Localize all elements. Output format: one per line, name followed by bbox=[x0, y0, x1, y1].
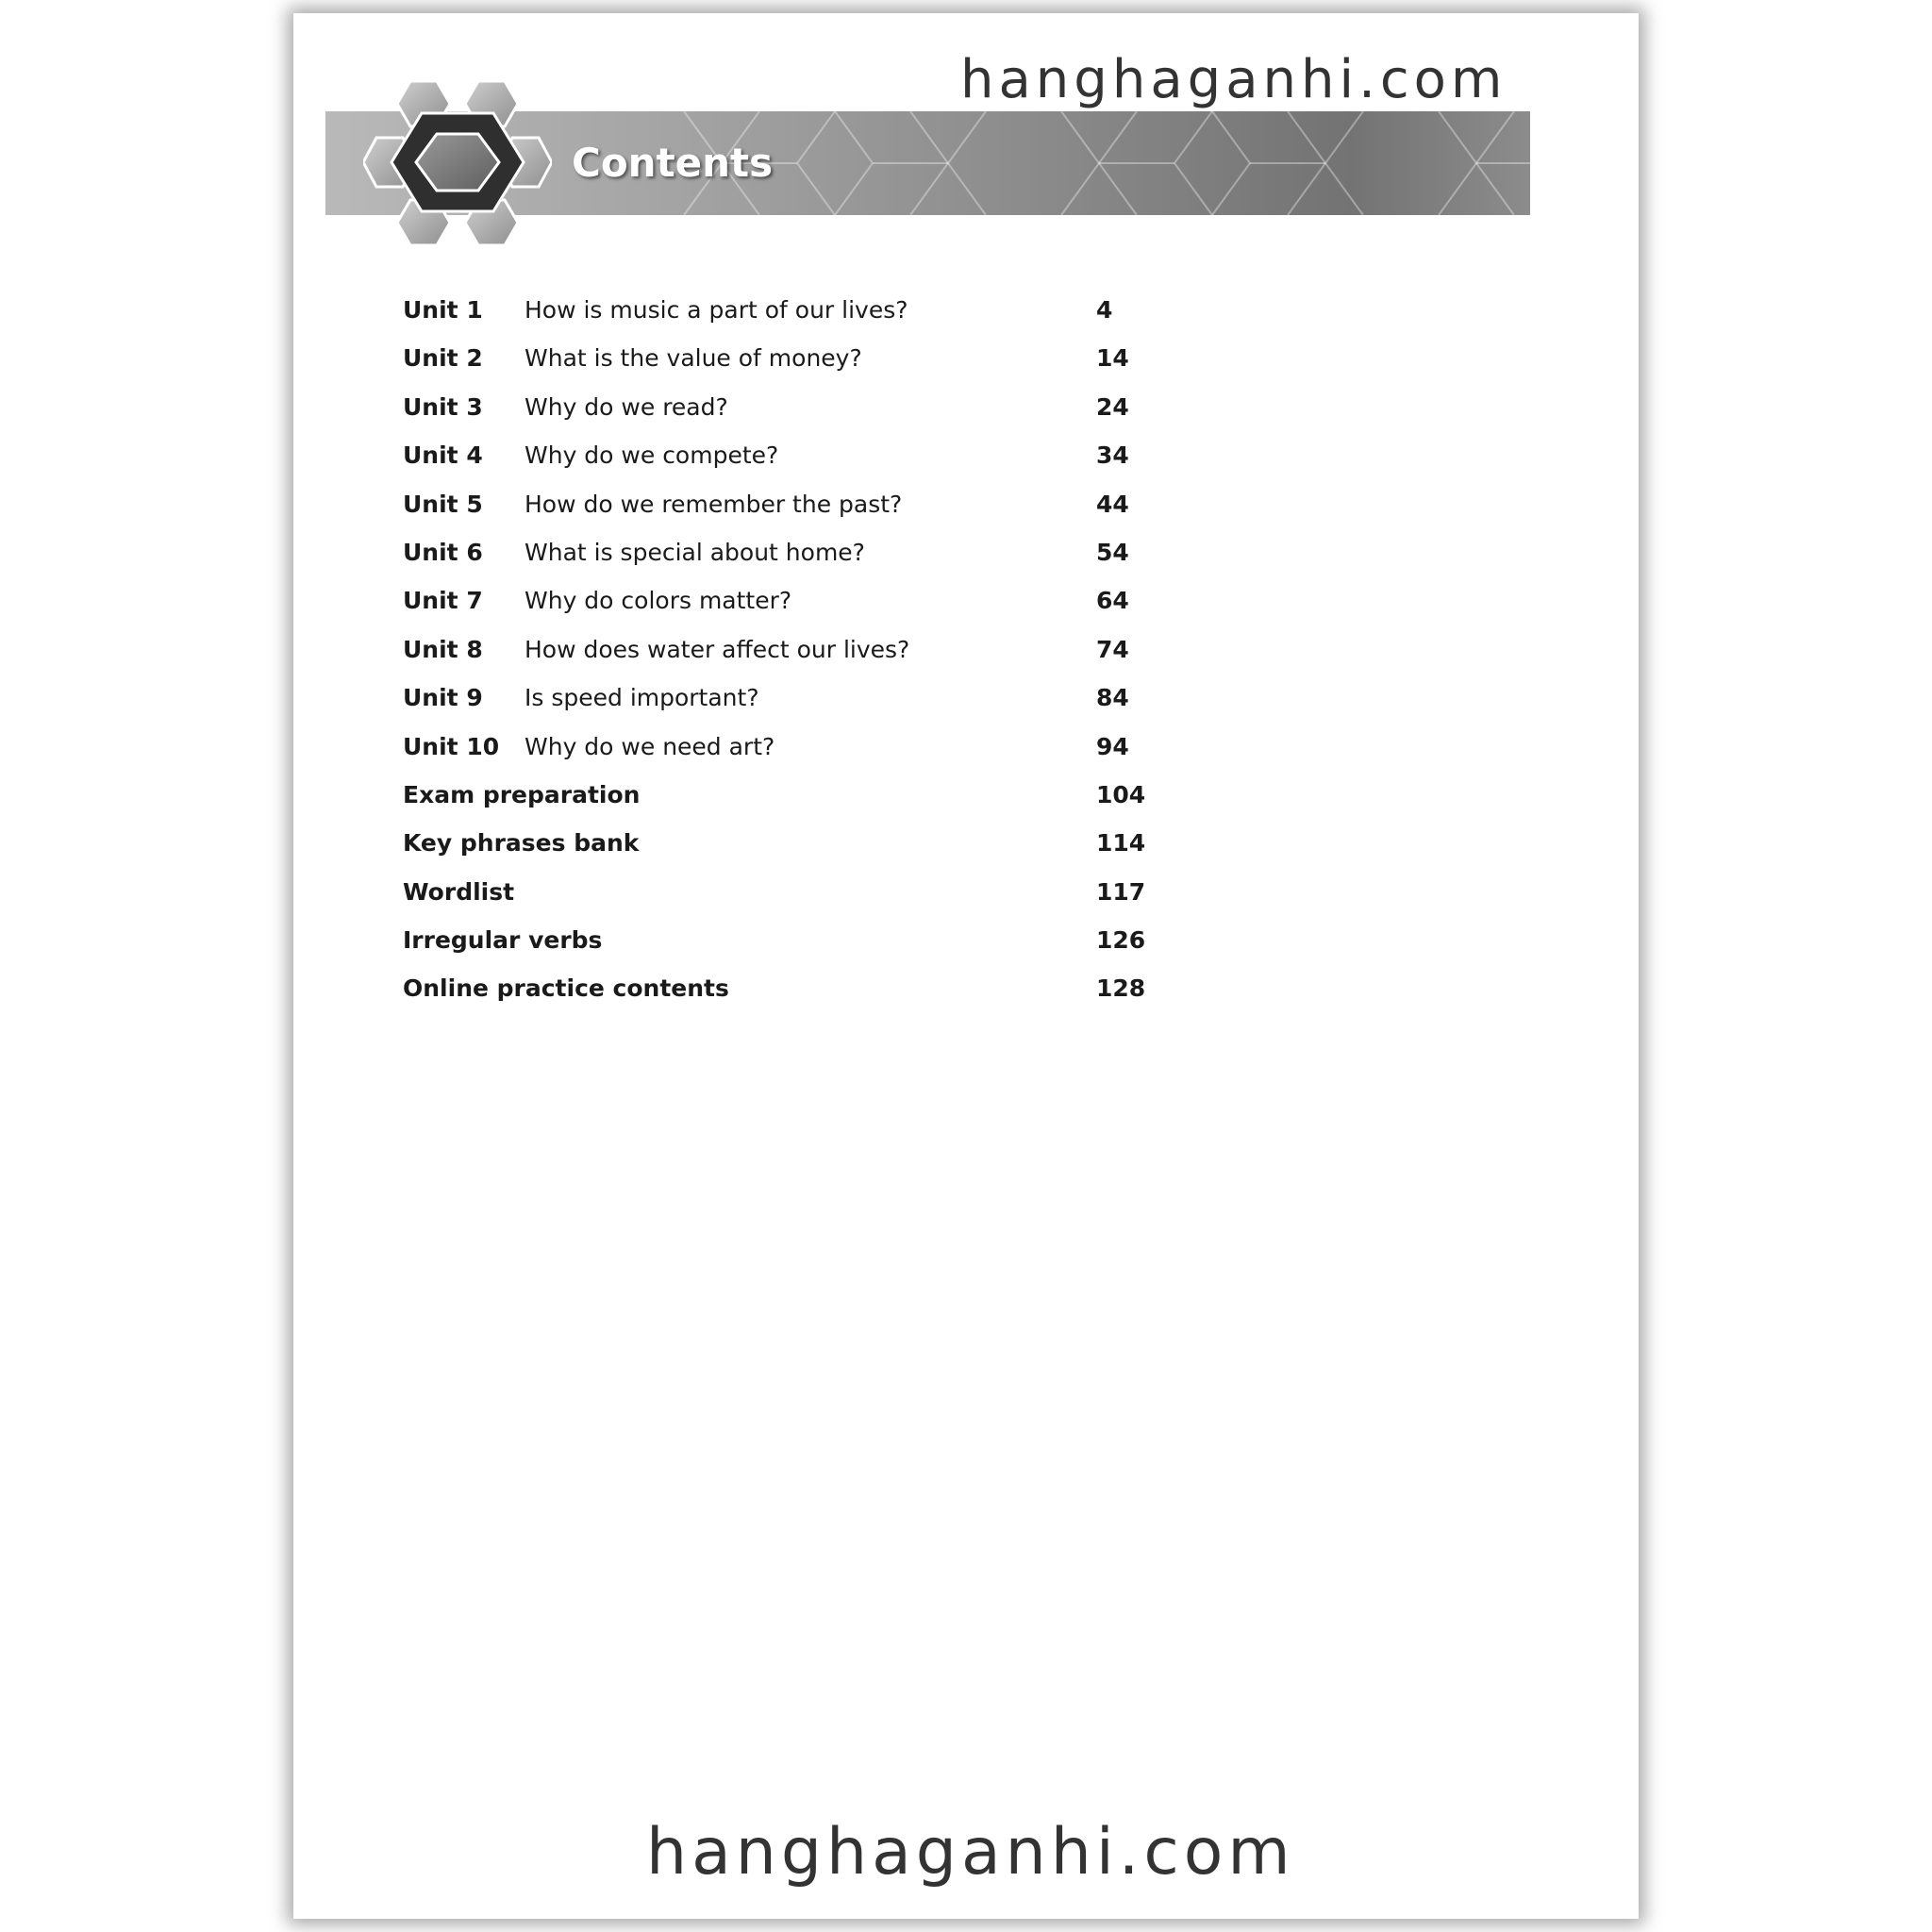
toc-row bbox=[403, 344, 1158, 392]
toc-row bbox=[403, 974, 1158, 1023]
toc-row bbox=[403, 878, 1158, 926]
toc-unit-label: Unit 7 bbox=[403, 587, 483, 615]
toc-page-number: 126 bbox=[1096, 926, 1146, 955]
toc-row bbox=[403, 296, 1158, 344]
toc-page-number: 94 bbox=[1096, 732, 1129, 760]
toc-row bbox=[403, 781, 1158, 829]
toc-page-number: 84 bbox=[1096, 684, 1129, 712]
toc-unit-label: Unit 8 bbox=[403, 635, 483, 663]
toc-unit-title: What is special about home? bbox=[525, 538, 865, 566]
page-title: Contents bbox=[572, 140, 774, 186]
toc-unit-label: Unit 10 bbox=[403, 732, 500, 760]
toc-page-number: 14 bbox=[1096, 344, 1129, 373]
watermark-top: hanghaganhi.com bbox=[960, 49, 1507, 110]
toc-unit-title: Why do we read? bbox=[525, 392, 728, 421]
toc-row bbox=[403, 539, 1158, 587]
toc-row bbox=[403, 733, 1158, 781]
toc-unit-label: Unit 2 bbox=[403, 344, 483, 373]
toc-unit-label: Unit 1 bbox=[403, 296, 483, 324]
toc-page-number: 34 bbox=[1096, 441, 1129, 470]
toc-page-number: 44 bbox=[1096, 490, 1129, 518]
watermark-bottom: hanghaganhi.com bbox=[646, 1815, 1295, 1890]
toc-page-number: 128 bbox=[1096, 974, 1146, 1003]
toc-unit-title: Why do we need art? bbox=[525, 732, 775, 760]
toc-page-number: 4 bbox=[1096, 296, 1113, 324]
toc-row bbox=[403, 684, 1158, 732]
toc-page-number: 74 bbox=[1096, 635, 1129, 663]
toc-page-number: 104 bbox=[1096, 780, 1146, 808]
toc-unit-title: Why do colors matter? bbox=[525, 587, 792, 615]
toc-row bbox=[403, 587, 1158, 635]
toc-unit-title: What is the value of money? bbox=[525, 344, 862, 373]
toc-unit-label: Unit 4 bbox=[403, 441, 483, 470]
toc-unit-title: How does water affect our lives? bbox=[525, 635, 910, 663]
hexagon-logo-icon bbox=[363, 79, 552, 258]
toc-section-title: Irregular verbs bbox=[403, 926, 603, 955]
toc-unit-label: Unit 9 bbox=[403, 684, 483, 712]
toc-row bbox=[403, 636, 1158, 684]
toc-section-title: Exam preparation bbox=[403, 780, 641, 808]
toc-unit-title: Why do we compete? bbox=[525, 441, 779, 470]
toc-page-number: 117 bbox=[1096, 877, 1146, 906]
toc-unit-title: How is music a part of our lives? bbox=[525, 296, 908, 324]
toc-section-title: Online practice contents bbox=[403, 974, 729, 1003]
toc-row bbox=[403, 393, 1158, 441]
toc-row bbox=[403, 829, 1158, 877]
table-of-contents bbox=[403, 296, 1158, 1024]
toc-page-number: 54 bbox=[1096, 538, 1129, 566]
toc-page-number: 114 bbox=[1096, 829, 1146, 858]
toc-section-title: Key phrases bank bbox=[403, 829, 640, 858]
toc-unit-title: How do we remember the past? bbox=[525, 490, 903, 518]
toc-row bbox=[403, 441, 1158, 490]
toc-row bbox=[403, 491, 1158, 539]
toc-row bbox=[403, 926, 1158, 974]
toc-section-title: Wordlist bbox=[403, 877, 515, 906]
toc-unit-label: Unit 5 bbox=[403, 490, 483, 518]
toc-unit-label: Unit 6 bbox=[403, 538, 483, 566]
toc-page-number: 64 bbox=[1096, 587, 1129, 615]
toc-unit-label: Unit 3 bbox=[403, 392, 483, 421]
toc-unit-title: Is speed important? bbox=[525, 684, 759, 712]
toc-page-number: 24 bbox=[1096, 392, 1129, 421]
